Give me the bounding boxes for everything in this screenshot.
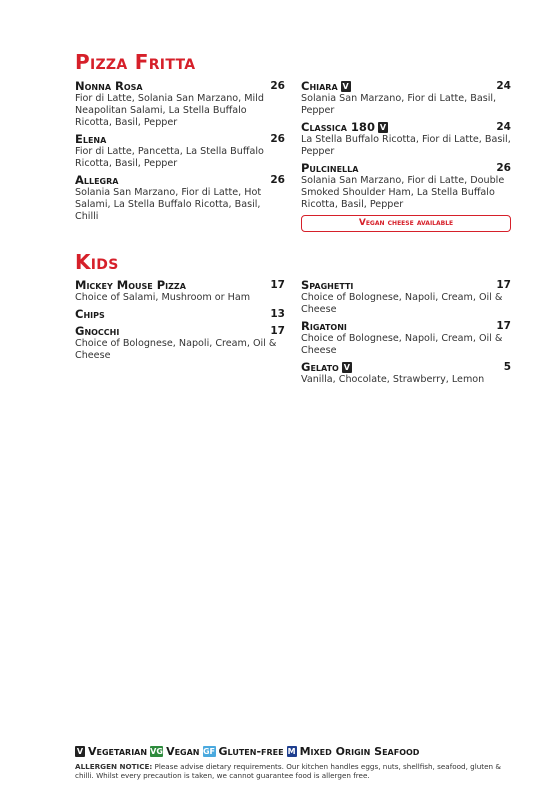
- menu-item-name: [75, 132, 106, 146]
- menu-item: [301, 319, 511, 357]
- menu-item-header: [301, 120, 511, 134]
- menu-item-header: [301, 278, 511, 292]
- menu-item-price: 17: [270, 279, 285, 291]
- vegetarian-tag-icon: V: [343, 362, 350, 372]
- menu-item-name-text: Pulcinella: [301, 161, 359, 175]
- menu-item-name: [301, 161, 358, 175]
- menu-item-description: Choice of Bolognese, Napoli, Cream, Oil & Cheese: [75, 338, 277, 361]
- menu-item-description: Solania San Marzano, Fior di Latte, Hot Salami, La Stella Buffalo Ricotta, Basil, Chilli: [75, 187, 262, 222]
- seafood-label: Mixed Origin Seafood: [299, 745, 420, 758]
- allergen-notice: [75, 762, 515, 780]
- menu-item-price: 17: [496, 279, 511, 291]
- menu-item-description: Choice of Bolognese, Napoli, Cream, Oil & Cheese: [301, 333, 503, 356]
- menu-item-name: [301, 120, 388, 134]
- menu-item-header: [301, 319, 511, 333]
- vegan-label: Vegan: [166, 745, 200, 758]
- menu-item-name-text: Mickey Mouse Pizza: [75, 278, 186, 292]
- gluten-free-label: Gluten-free: [218, 745, 284, 758]
- kids-right-column: [301, 278, 511, 389]
- menu-item: [75, 132, 285, 170]
- menu-item: [301, 360, 511, 386]
- menu-item-name: [75, 173, 118, 187]
- menu-item-header: [301, 360, 511, 374]
- pizza-left-column: [75, 79, 285, 226]
- menu-item: [301, 161, 511, 211]
- vegetarian-tag-icon: V: [379, 122, 387, 132]
- menu-item: [75, 307, 285, 321]
- menu-item: [75, 324, 285, 362]
- allergen-notice-text: Please advise dietary requirements. Our kitchen handles eggs, nuts, shellfish, seafood, gluten & chilli. Whilst every precaution is taken, we cannot guarantee food is allergen free.: [75, 762, 501, 780]
- kids-left-column: [75, 278, 285, 365]
- menu-item-description: Choice of Salami, Mushroom or Ham: [75, 292, 251, 303]
- menu-item-price: 5: [503, 361, 511, 373]
- menu-item: [301, 120, 511, 158]
- menu-item-price: 26: [270, 174, 285, 186]
- menu-item-name: [301, 319, 347, 333]
- menu-item-name-text: Chips: [75, 307, 105, 321]
- dietary-legend: [75, 745, 419, 758]
- menu-item-name-text: Elena: [75, 132, 107, 146]
- menu-item-name: [75, 324, 119, 338]
- menu-item-name-text: Spaghetti: [301, 278, 354, 292]
- menu-item-description: Choice of Bolognese, Napoli, Cream, Oil & Cheese: [301, 292, 503, 315]
- menu-item-description: La Stella Buffalo Ricotta, Fior di Latte, Basil, Pepper: [301, 134, 511, 157]
- menu-item-description: Solania San Marzano, Fior di Latte, Double Smoked Shoulder Ham, La Stella Buffalo Ricotta, Basil, Pepper: [301, 175, 505, 210]
- menu-item-price: 17: [496, 320, 511, 332]
- gluten-free-tag-icon: GF: [202, 747, 216, 756]
- menu-item-header: [75, 173, 285, 187]
- menu-item: [301, 79, 511, 117]
- menu-item-price: 24: [496, 80, 511, 92]
- menu-item-price: 13: [270, 308, 285, 320]
- menu-item-header: [301, 79, 511, 93]
- section-title-kids: Kids: [75, 250, 119, 274]
- menu-item-price: 26: [496, 162, 511, 174]
- menu-item-price: 24: [496, 121, 511, 133]
- menu-item-name-text: Rigatoni: [301, 319, 347, 333]
- section-title-pizza: Pizza Fritta: [75, 50, 196, 74]
- menu-item-name-text: Nonna Rosa: [75, 79, 143, 93]
- seafood-tag-icon: M: [287, 747, 296, 756]
- menu-item-price: 26: [270, 80, 285, 92]
- menu-item-header: [75, 307, 285, 321]
- menu-item-price: 17: [270, 325, 285, 337]
- menu-item-name-text: Chiara: [301, 79, 338, 93]
- menu-item-name-text: Allegra: [75, 173, 119, 187]
- menu-item-name: [301, 278, 353, 292]
- menu-item-description: Solania San Marzano, Fior di Latte, Basil, Pepper: [301, 93, 497, 116]
- menu-item: [301, 278, 511, 316]
- menu-item: [75, 278, 285, 304]
- menu-item: [75, 79, 285, 129]
- vegan-cheese-note: Vegan cheese available: [301, 215, 511, 232]
- menu-item-header: [75, 324, 285, 338]
- menu-item-name: [75, 79, 143, 93]
- menu-item: [75, 173, 285, 223]
- pizza-right-column: [301, 79, 511, 232]
- menu-item-description: Fior di Latte, Solania San Marzano, Mild Neapolitan Salami, La Stella Buffalo Ricotta, Basil, Pepper: [75, 93, 264, 128]
- menu-item-name: [75, 307, 105, 321]
- vegetarian-tag-icon: V: [76, 747, 84, 756]
- vegetarian-tag-icon: V: [342, 81, 349, 91]
- menu-item-description: Vanilla, Chocolate, Strawberry, Lemon: [301, 374, 485, 385]
- menu-item-name-text: Gelato: [301, 360, 339, 374]
- allergen-notice-label: ALLERGEN NOTICE:: [75, 762, 153, 771]
- menu-item-price: 26: [270, 133, 285, 145]
- menu-item-header: [75, 278, 285, 292]
- menu-item-header: [301, 161, 511, 175]
- menu-item-name: [75, 278, 186, 292]
- menu-item-name-text: Gnocchi: [75, 324, 120, 338]
- menu-item-name-text: Classica 180: [301, 120, 375, 134]
- menu-item-name: [301, 79, 351, 93]
- menu-item-header: [75, 132, 285, 146]
- vegetarian-label: Vegetarian: [88, 745, 148, 758]
- menu-item-name: [301, 360, 352, 374]
- menu-item-description: Fior di Latte, Pancetta, La Stella Buffalo Ricotta, Basil, Pepper: [75, 146, 264, 169]
- menu-item-header: [75, 79, 285, 93]
- vegan-tag-icon: VG: [150, 747, 163, 756]
